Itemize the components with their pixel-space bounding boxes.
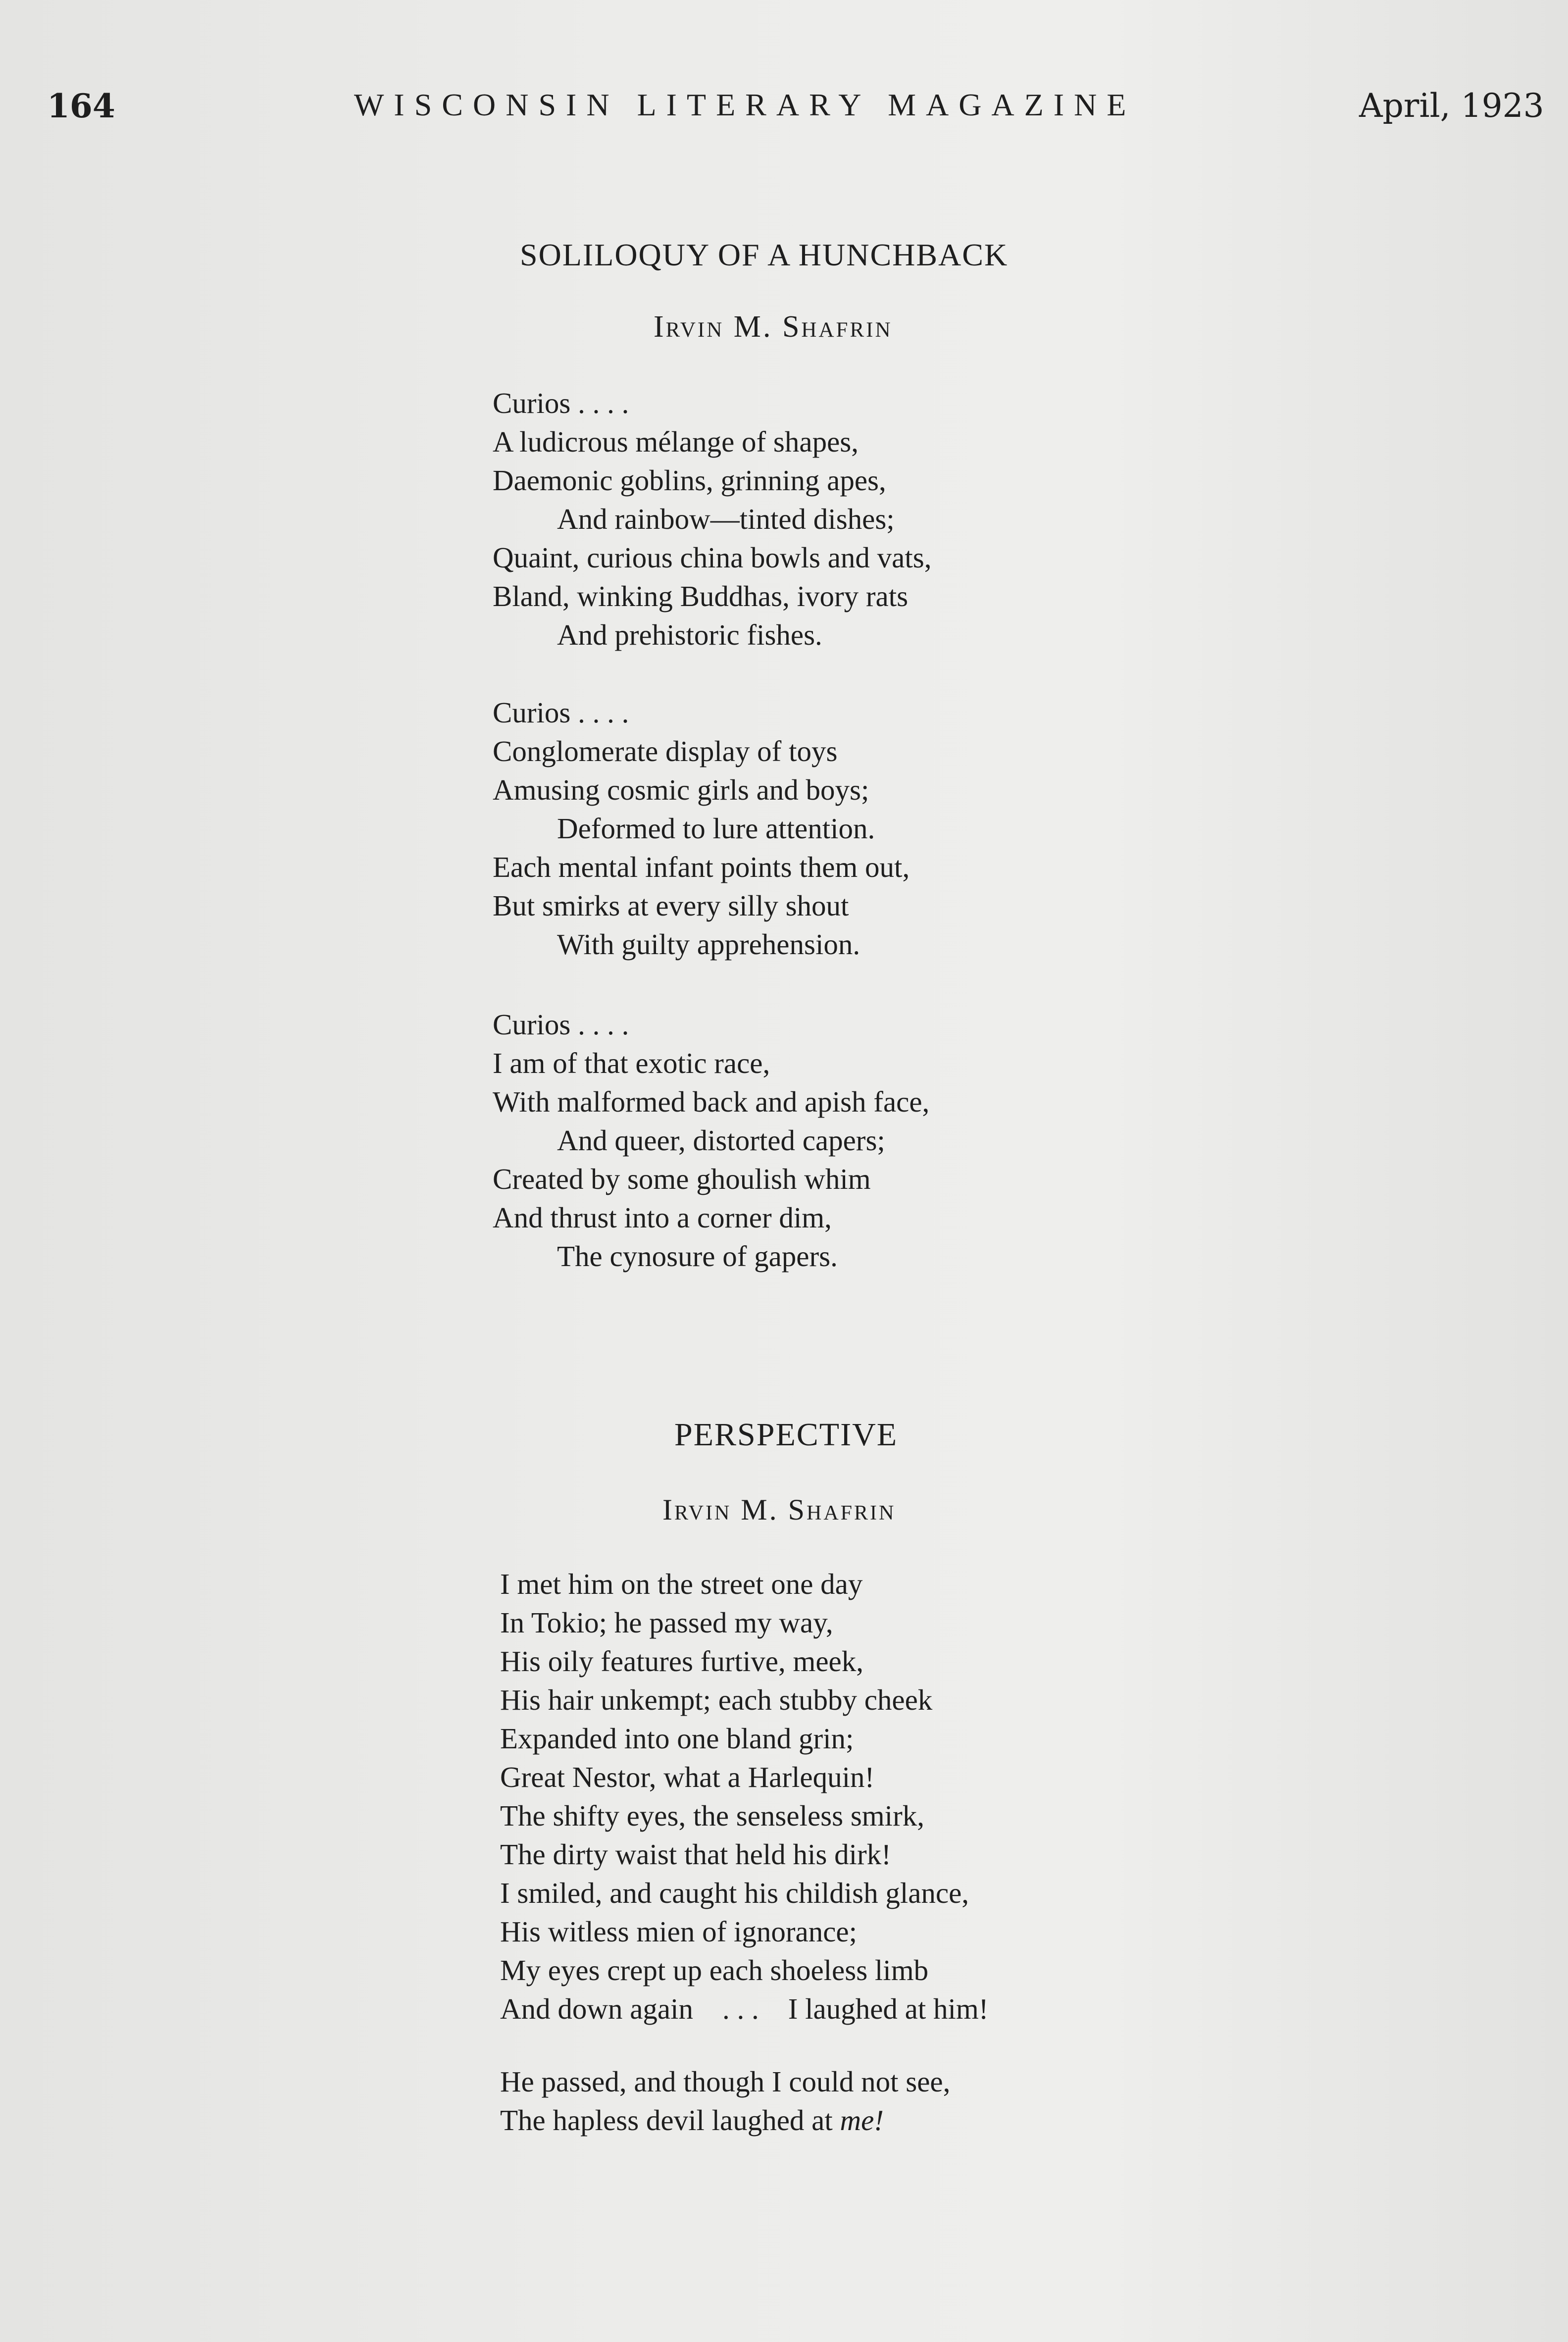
poem-line: Curios . . . . bbox=[493, 696, 629, 729]
poem-line: Conglomerate display of toys bbox=[493, 735, 838, 767]
poem-line: My eyes crept up each shoeless limb bbox=[500, 1954, 929, 1986]
poem-line: Curios . . . . bbox=[493, 387, 629, 419]
poem-line: I am of that exotic race, bbox=[493, 1047, 770, 1079]
poem-line: Expanded into one bland grin; bbox=[500, 1722, 854, 1755]
poem-line: The cynosure of gapers. bbox=[557, 1240, 838, 1273]
poem-line-text: The hapless devil laughed at bbox=[500, 2104, 833, 2137]
stanza bbox=[493, 384, 1186, 654]
poem-line: His oily features furtive, meek, bbox=[500, 1645, 863, 1678]
poem-line: And thrust into a corner dim, bbox=[493, 1201, 832, 1234]
stanza bbox=[493, 693, 1186, 964]
poem-line: Quaint, curious china bowls and vats, bbox=[493, 541, 932, 574]
poem-line: Great Nestor, what a Harlequin! bbox=[500, 1761, 875, 1793]
poem-line: And rainbow—tinted dishes; bbox=[557, 503, 895, 535]
poem-line: But smirks at every silly shout bbox=[493, 889, 849, 922]
poem-line bbox=[500, 2101, 1193, 2139]
poem-line: Created by some ghoulish whim bbox=[493, 1163, 871, 1195]
running-head bbox=[0, 87, 1568, 131]
poem-author: Irvin M. Shafrin bbox=[662, 1493, 896, 1526]
poem-line: Daemonic goblins, grinning apes, bbox=[493, 464, 886, 497]
emphasized-word: me! bbox=[840, 2104, 884, 2137]
stanza bbox=[493, 1005, 1186, 1275]
poem-line: Amusing cosmic girls and boys; bbox=[493, 773, 869, 806]
poem-line: With guilty apprehension. bbox=[557, 928, 860, 961]
poem-author: Irvin M. Shafrin bbox=[654, 310, 893, 344]
poem-line: His witless mien of ignorance; bbox=[500, 1915, 857, 1948]
issue-date: April, 1923 bbox=[1359, 87, 1544, 125]
poem-line: The shifty eyes, the senseless smirk, bbox=[500, 1799, 924, 1832]
poem-line: And prehistoric fishes. bbox=[557, 618, 822, 651]
poem-line: He passed, and though I could not see, bbox=[500, 2065, 951, 2098]
poem-line: And queer, distorted capers; bbox=[557, 1124, 885, 1157]
journal-title: WISCONSIN LITERARY MAGAZINE bbox=[354, 87, 1136, 122]
poem-line: In Tokio; he passed my way, bbox=[500, 1606, 833, 1639]
poem-line: Bland, winking Buddhas, ivory rats bbox=[493, 580, 909, 612]
poem-line: And down again . . . I laughed at him! bbox=[500, 1992, 989, 2025]
poem-line: A ludicrous mélange of shapes, bbox=[493, 425, 859, 458]
stanza bbox=[500, 1565, 1193, 2028]
poem-title: PERSPECTIVE bbox=[674, 1417, 898, 1453]
poem-line: I smiled, and caught his childish glance, bbox=[500, 1877, 969, 1909]
poem-line: Each mental infant points them out, bbox=[493, 851, 910, 883]
poem-line: Curios . . . . bbox=[493, 1008, 629, 1041]
poem-line: His hair unkempt; each stubby cheek bbox=[500, 1683, 933, 1716]
poem-line: I met him on the street one day bbox=[500, 1568, 863, 1600]
poem-line: With malformed back and apish face, bbox=[493, 1085, 930, 1118]
stanza bbox=[500, 2062, 1193, 2139]
poem-title: SOLILOQUY OF A HUNCHBACK bbox=[520, 237, 1009, 272]
poem-line: Deformed to lure attention. bbox=[557, 812, 875, 845]
poem-line: The dirty waist that held his dirk! bbox=[500, 1838, 891, 1871]
page-number: 164 bbox=[47, 87, 115, 125]
